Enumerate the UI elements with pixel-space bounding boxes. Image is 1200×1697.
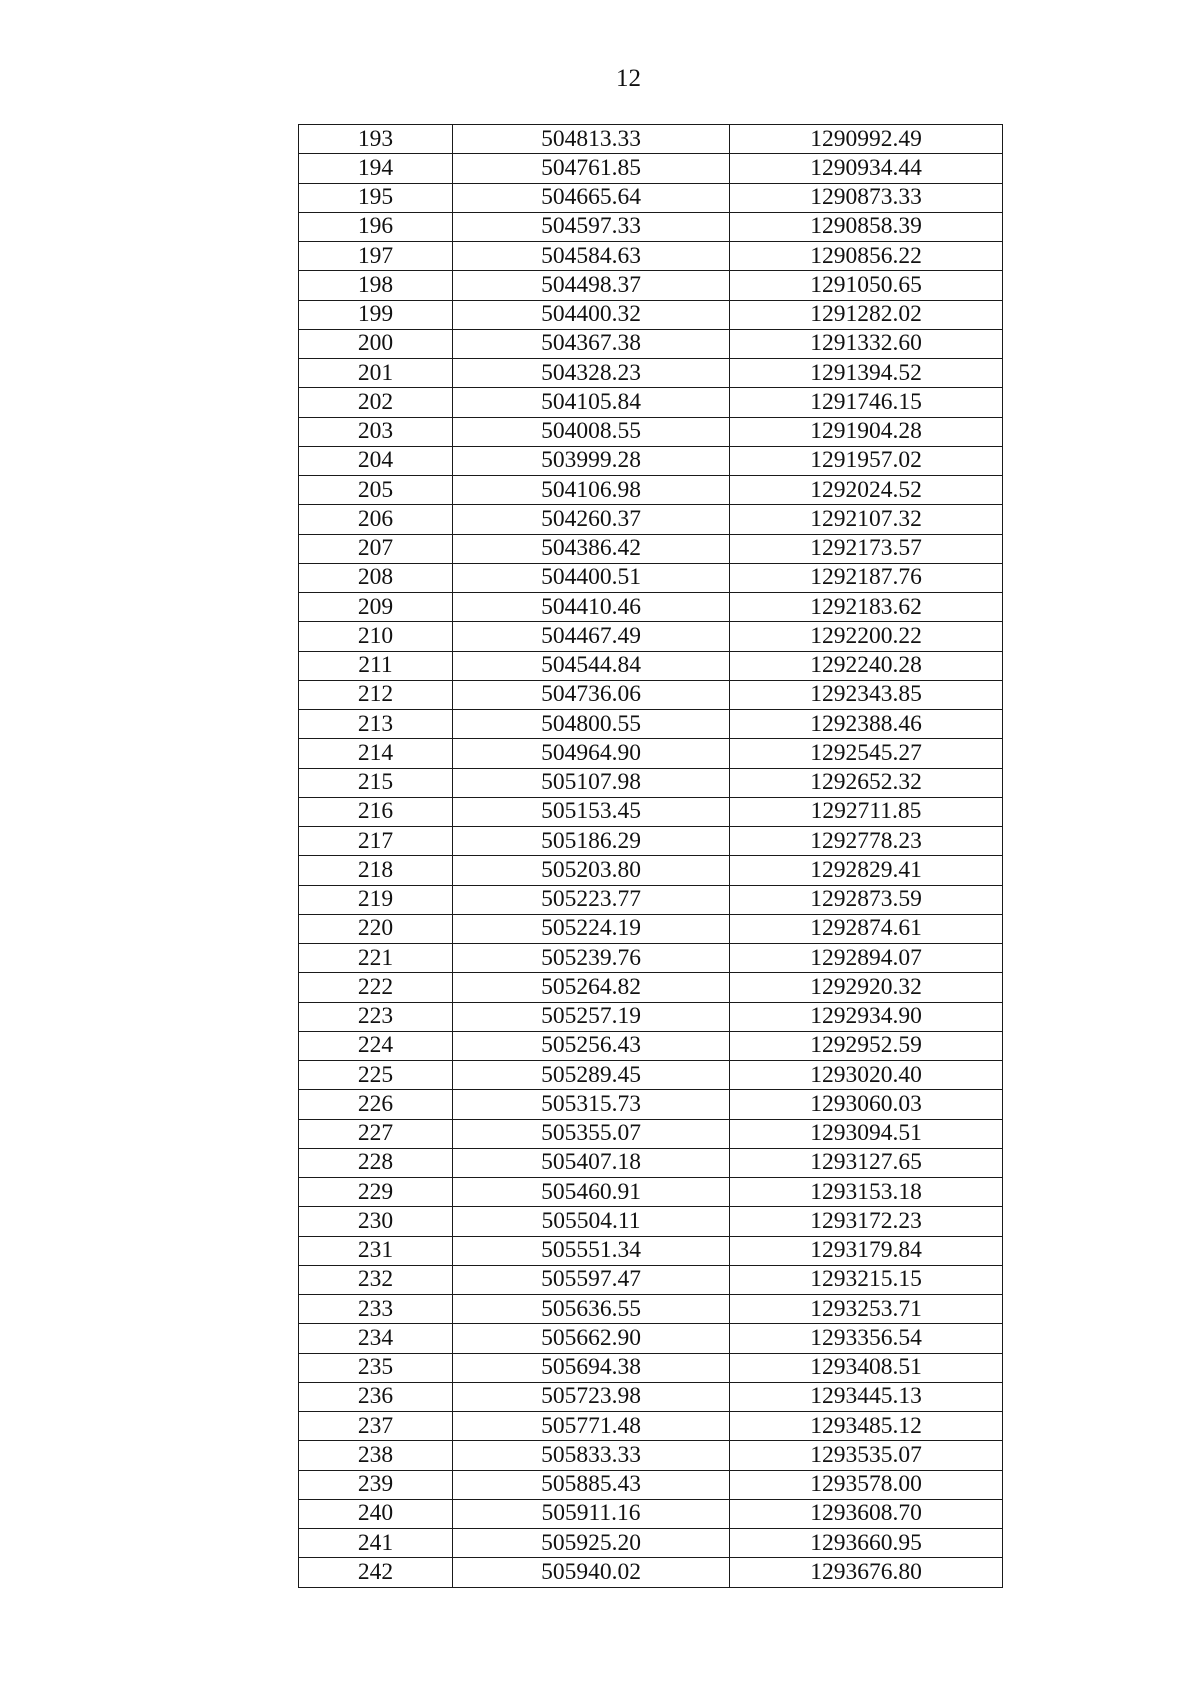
y-coordinate-cell: 1293127.65 <box>730 1148 1003 1177</box>
table-row <box>299 1499 1003 1528</box>
table-row <box>299 1353 1003 1382</box>
x-coordinate-cell: 505223.77 <box>453 885 730 914</box>
x-coordinate-cell: 503999.28 <box>453 446 730 475</box>
y-coordinate-cell: 1291050.65 <box>730 271 1003 300</box>
x-coordinate-cell: 505771.48 <box>453 1412 730 1441</box>
y-coordinate-cell: 1293215.15 <box>730 1265 1003 1294</box>
x-coordinate-cell: 504105.84 <box>453 388 730 417</box>
x-coordinate-cell: 504400.32 <box>453 300 730 329</box>
y-coordinate-cell: 1292343.85 <box>730 680 1003 709</box>
y-coordinate-cell: 1292107.32 <box>730 505 1003 534</box>
table-row <box>299 1148 1003 1177</box>
table-row <box>299 1382 1003 1411</box>
y-coordinate-cell: 1292545.27 <box>730 739 1003 768</box>
table-row <box>299 739 1003 768</box>
x-coordinate-cell: 505885.43 <box>453 1470 730 1499</box>
table-row <box>299 973 1003 1002</box>
page-number: 12 <box>616 65 641 92</box>
table-row <box>299 593 1003 622</box>
x-coordinate-cell: 505107.98 <box>453 768 730 797</box>
x-coordinate-cell: 504367.38 <box>453 329 730 358</box>
point-number-cell: 197 <box>299 242 453 271</box>
point-number-cell: 235 <box>299 1353 453 1382</box>
y-coordinate-cell: 1293020.40 <box>730 1061 1003 1090</box>
table-row <box>299 1031 1003 1060</box>
point-number-cell: 194 <box>299 154 453 183</box>
x-coordinate-cell: 505239.76 <box>453 944 730 973</box>
point-number-cell: 233 <box>299 1295 453 1324</box>
x-coordinate-cell: 504400.51 <box>453 563 730 592</box>
y-coordinate-cell: 1292388.46 <box>730 710 1003 739</box>
y-coordinate-cell: 1293608.70 <box>730 1499 1003 1528</box>
point-number-cell: 241 <box>299 1529 453 1558</box>
point-number-cell: 198 <box>299 271 453 300</box>
table-row <box>299 827 1003 856</box>
table-row <box>299 1236 1003 1265</box>
point-number-cell: 218 <box>299 856 453 885</box>
table-row <box>299 1529 1003 1558</box>
point-number-cell: 223 <box>299 1002 453 1031</box>
x-coordinate-cell: 505186.29 <box>453 827 730 856</box>
point-number-cell: 214 <box>299 739 453 768</box>
y-coordinate-cell: 1292652.32 <box>730 768 1003 797</box>
table-row <box>299 914 1003 943</box>
table-row <box>299 125 1003 154</box>
y-coordinate-cell: 1291904.28 <box>730 417 1003 446</box>
x-coordinate-cell: 505833.33 <box>453 1441 730 1470</box>
point-number-cell: 210 <box>299 622 453 651</box>
y-coordinate-cell: 1292187.76 <box>730 563 1003 592</box>
x-coordinate-cell: 504761.85 <box>453 154 730 183</box>
y-coordinate-cell: 1292934.90 <box>730 1002 1003 1031</box>
y-coordinate-cell: 1292711.85 <box>730 797 1003 826</box>
point-number-cell: 239 <box>299 1470 453 1499</box>
x-coordinate-cell: 505551.34 <box>453 1236 730 1265</box>
point-number-cell: 227 <box>299 1119 453 1148</box>
point-number-cell: 202 <box>299 388 453 417</box>
y-coordinate-cell: 1293153.18 <box>730 1178 1003 1207</box>
y-coordinate-cell: 1293408.51 <box>730 1353 1003 1382</box>
point-number-cell: 228 <box>299 1148 453 1177</box>
table-row <box>299 1470 1003 1499</box>
y-coordinate-cell: 1292874.61 <box>730 914 1003 943</box>
y-coordinate-cell: 1292024.52 <box>730 476 1003 505</box>
x-coordinate-cell: 504498.37 <box>453 271 730 300</box>
x-coordinate-cell: 505224.19 <box>453 914 730 943</box>
x-coordinate-cell: 505597.47 <box>453 1265 730 1294</box>
x-coordinate-cell: 505407.18 <box>453 1148 730 1177</box>
point-number-cell: 206 <box>299 505 453 534</box>
x-coordinate-cell: 505203.80 <box>453 856 730 885</box>
y-coordinate-cell: 1291746.15 <box>730 388 1003 417</box>
x-coordinate-cell: 504597.33 <box>453 212 730 241</box>
table-row <box>299 1002 1003 1031</box>
y-coordinate-cell: 1290873.33 <box>730 183 1003 212</box>
point-number-cell: 236 <box>299 1382 453 1411</box>
y-coordinate-cell: 1293179.84 <box>730 1236 1003 1265</box>
x-coordinate-cell: 504800.55 <box>453 710 730 739</box>
point-number-cell: 229 <box>299 1178 453 1207</box>
table-row <box>299 944 1003 973</box>
point-number-cell: 193 <box>299 125 453 154</box>
x-coordinate-cell: 504410.46 <box>453 593 730 622</box>
table-row <box>299 1119 1003 1148</box>
table-row <box>299 1178 1003 1207</box>
point-number-cell: 201 <box>299 359 453 388</box>
y-coordinate-cell: 1293535.07 <box>730 1441 1003 1470</box>
y-coordinate-cell: 1293660.95 <box>730 1529 1003 1558</box>
y-coordinate-cell: 1292829.41 <box>730 856 1003 885</box>
point-number-cell: 230 <box>299 1207 453 1236</box>
x-coordinate-cell: 504544.84 <box>453 651 730 680</box>
point-number-cell: 226 <box>299 1090 453 1119</box>
point-number-cell: 224 <box>299 1031 453 1060</box>
point-number-cell: 217 <box>299 827 453 856</box>
table-row <box>299 446 1003 475</box>
table-row <box>299 856 1003 885</box>
point-number-cell: 196 <box>299 212 453 241</box>
table-row <box>299 300 1003 329</box>
x-coordinate-cell: 505694.38 <box>453 1353 730 1382</box>
y-coordinate-cell: 1292173.57 <box>730 534 1003 563</box>
point-number-cell: 234 <box>299 1324 453 1353</box>
point-number-cell: 238 <box>299 1441 453 1470</box>
table-row <box>299 242 1003 271</box>
x-coordinate-cell: 505264.82 <box>453 973 730 1002</box>
point-number-cell: 209 <box>299 593 453 622</box>
table-row <box>299 651 1003 680</box>
table-row <box>299 622 1003 651</box>
table-row <box>299 563 1003 592</box>
table-row <box>299 534 1003 563</box>
point-number-cell: 237 <box>299 1412 453 1441</box>
y-coordinate-cell: 1293485.12 <box>730 1412 1003 1441</box>
x-coordinate-cell: 504736.06 <box>453 680 730 709</box>
point-number-cell: 221 <box>299 944 453 973</box>
x-coordinate-cell: 504584.63 <box>453 242 730 271</box>
x-coordinate-cell: 505153.45 <box>453 797 730 826</box>
table-row <box>299 885 1003 914</box>
y-coordinate-cell: 1293445.13 <box>730 1382 1003 1411</box>
point-number-cell: 222 <box>299 973 453 1002</box>
table-row <box>299 329 1003 358</box>
point-number-cell: 242 <box>299 1558 453 1587</box>
point-number-cell: 203 <box>299 417 453 446</box>
table-row <box>299 388 1003 417</box>
table-row <box>299 680 1003 709</box>
y-coordinate-cell: 1293676.80 <box>730 1558 1003 1587</box>
table-row <box>299 1061 1003 1090</box>
x-coordinate-cell: 505257.19 <box>453 1002 730 1031</box>
x-coordinate-cell: 505504.11 <box>453 1207 730 1236</box>
x-coordinate-cell: 505662.90 <box>453 1324 730 1353</box>
y-coordinate-cell: 1293060.03 <box>730 1090 1003 1119</box>
coordinates-table <box>298 124 1003 1588</box>
y-coordinate-cell: 1290992.49 <box>730 125 1003 154</box>
x-coordinate-cell: 505460.91 <box>453 1178 730 1207</box>
table-row <box>299 1090 1003 1119</box>
table-row <box>299 797 1003 826</box>
x-coordinate-cell: 504964.90 <box>453 739 730 768</box>
table-row <box>299 271 1003 300</box>
table-row <box>299 505 1003 534</box>
x-coordinate-cell: 504260.37 <box>453 505 730 534</box>
table-row <box>299 1265 1003 1294</box>
coordinates-table-body <box>299 125 1003 1588</box>
point-number-cell: 216 <box>299 797 453 826</box>
y-coordinate-cell: 1293253.71 <box>730 1295 1003 1324</box>
y-coordinate-cell: 1292894.07 <box>730 944 1003 973</box>
y-coordinate-cell: 1293578.00 <box>730 1470 1003 1499</box>
x-coordinate-cell: 505940.02 <box>453 1558 730 1587</box>
table-row <box>299 476 1003 505</box>
x-coordinate-cell: 505911.16 <box>453 1499 730 1528</box>
point-number-cell: 220 <box>299 914 453 943</box>
point-number-cell: 212 <box>299 680 453 709</box>
table-row <box>299 1412 1003 1441</box>
y-coordinate-cell: 1290934.44 <box>730 154 1003 183</box>
point-number-cell: 204 <box>299 446 453 475</box>
y-coordinate-cell: 1291332.60 <box>730 329 1003 358</box>
table-row <box>299 1441 1003 1470</box>
point-number-cell: 208 <box>299 563 453 592</box>
x-coordinate-cell: 504813.33 <box>453 125 730 154</box>
table-row <box>299 1558 1003 1587</box>
x-coordinate-cell: 505315.73 <box>453 1090 730 1119</box>
x-coordinate-cell: 505256.43 <box>453 1031 730 1060</box>
point-number-cell: 240 <box>299 1499 453 1528</box>
x-coordinate-cell: 505289.45 <box>453 1061 730 1090</box>
y-coordinate-cell: 1292778.23 <box>730 827 1003 856</box>
table-row <box>299 1295 1003 1324</box>
table-row <box>299 768 1003 797</box>
table-row <box>299 212 1003 241</box>
y-coordinate-cell: 1291957.02 <box>730 446 1003 475</box>
point-number-cell: 231 <box>299 1236 453 1265</box>
point-number-cell: 219 <box>299 885 453 914</box>
y-coordinate-cell: 1292952.59 <box>730 1031 1003 1060</box>
point-number-cell: 232 <box>299 1265 453 1294</box>
x-coordinate-cell: 505723.98 <box>453 1382 730 1411</box>
table-row <box>299 1207 1003 1236</box>
x-coordinate-cell: 504008.55 <box>453 417 730 446</box>
y-coordinate-cell: 1293094.51 <box>730 1119 1003 1148</box>
table-row <box>299 1324 1003 1353</box>
table-row <box>299 417 1003 446</box>
x-coordinate-cell: 505636.55 <box>453 1295 730 1324</box>
x-coordinate-cell: 504106.98 <box>453 476 730 505</box>
point-number-cell: 207 <box>299 534 453 563</box>
y-coordinate-cell: 1292200.22 <box>730 622 1003 651</box>
point-number-cell: 199 <box>299 300 453 329</box>
y-coordinate-cell: 1292920.32 <box>730 973 1003 1002</box>
point-number-cell: 195 <box>299 183 453 212</box>
x-coordinate-cell: 504665.64 <box>453 183 730 212</box>
y-coordinate-cell: 1291394.52 <box>730 359 1003 388</box>
table-row <box>299 359 1003 388</box>
x-coordinate-cell: 505925.20 <box>453 1529 730 1558</box>
point-number-cell: 213 <box>299 710 453 739</box>
y-coordinate-cell: 1293172.23 <box>730 1207 1003 1236</box>
table-row <box>299 183 1003 212</box>
x-coordinate-cell: 504467.49 <box>453 622 730 651</box>
point-number-cell: 211 <box>299 651 453 680</box>
point-number-cell: 215 <box>299 768 453 797</box>
y-coordinate-cell: 1292873.59 <box>730 885 1003 914</box>
y-coordinate-cell: 1290856.22 <box>730 242 1003 271</box>
table-row <box>299 710 1003 739</box>
x-coordinate-cell: 505355.07 <box>453 1119 730 1148</box>
point-number-cell: 205 <box>299 476 453 505</box>
point-number-cell: 200 <box>299 329 453 358</box>
y-coordinate-cell: 1293356.54 <box>730 1324 1003 1353</box>
point-number-cell: 225 <box>299 1061 453 1090</box>
y-coordinate-cell: 1291282.02 <box>730 300 1003 329</box>
x-coordinate-cell: 504386.42 <box>453 534 730 563</box>
table-row <box>299 154 1003 183</box>
y-coordinate-cell: 1292183.62 <box>730 593 1003 622</box>
y-coordinate-cell: 1290858.39 <box>730 212 1003 241</box>
x-coordinate-cell: 504328.23 <box>453 359 730 388</box>
y-coordinate-cell: 1292240.28 <box>730 651 1003 680</box>
